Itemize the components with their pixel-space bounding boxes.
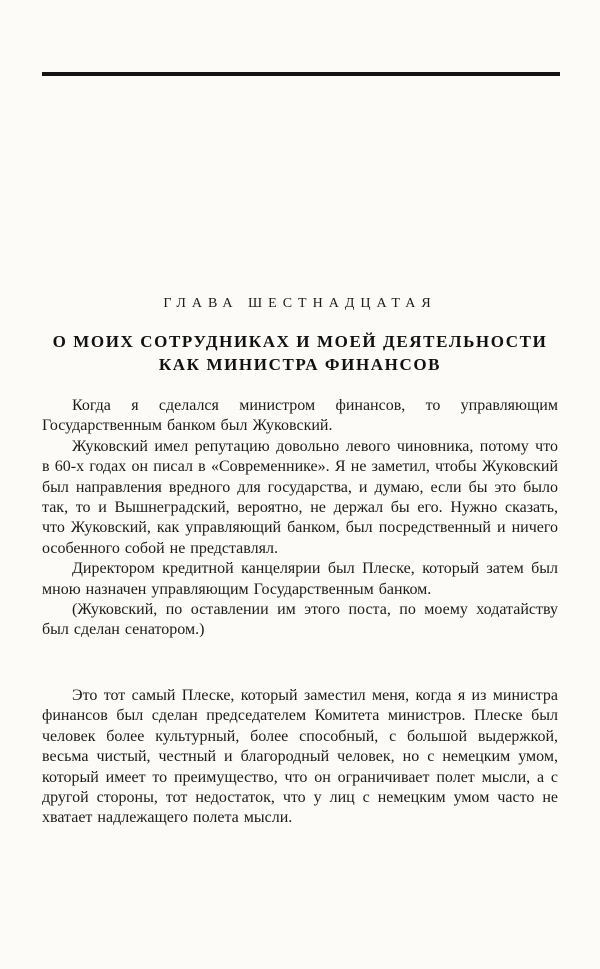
paragraph: Это тот самый Плеске, который заместил меня, когда я из министра финансов был сделан председателем Комитета министров. Плеске был человек более культурный, более способный, с большой выдержкой, весьма чистый, честный и благородный человек, но с немецким умом, который имеет то преимущество, что он ограничивает полет мысли, а с другой стороны, тот недостаток, что у лиц с немецким умом часто не хватает надлежащего полета мысли. bbox=[42, 686, 558, 827]
section-break bbox=[42, 641, 558, 686]
header-rule bbox=[42, 72, 560, 76]
page-title bbox=[0, 330, 600, 376]
page-title-line2: КАК МИНИСТРА ФИНАНСОВ bbox=[158, 355, 442, 374]
paragraph: Жуковский имел репутацию довольно левого чиновника, потому что в 60-х годах он писал в «Современнике». Я не заметил, чтобы Жуковский был направления вредного для государства, и думаю, если бы это было так, то и Вышнеградский, вероятно, не держал бы его. Нужно сказать, что Жуковский, как управляющий банком, был посредственный и ничего особенного собой не представлял. bbox=[42, 437, 558, 557]
body-text bbox=[42, 396, 558, 829]
page-title-line1: О МОИХ СОТРУДНИКАХ И МОЕЙ ДЕЯТЕЛЬНОСТИ bbox=[52, 332, 548, 351]
paragraph: Когда я сделался министром финансов, то управляющим Государственным банком был Жуковский. bbox=[42, 397, 558, 435]
paragraph: Директором кредитной канцелярии был Плеске, который затем был мною назначен управляющим Государственным банком. bbox=[42, 560, 558, 598]
paragraph: (Жуковский, по оставлении им этого поста, по моему ходатайству был сделан сенатором.) bbox=[42, 601, 558, 639]
chapter-heading: ГЛАВА ШЕСТНАДЦАТАЯ bbox=[163, 296, 437, 311]
